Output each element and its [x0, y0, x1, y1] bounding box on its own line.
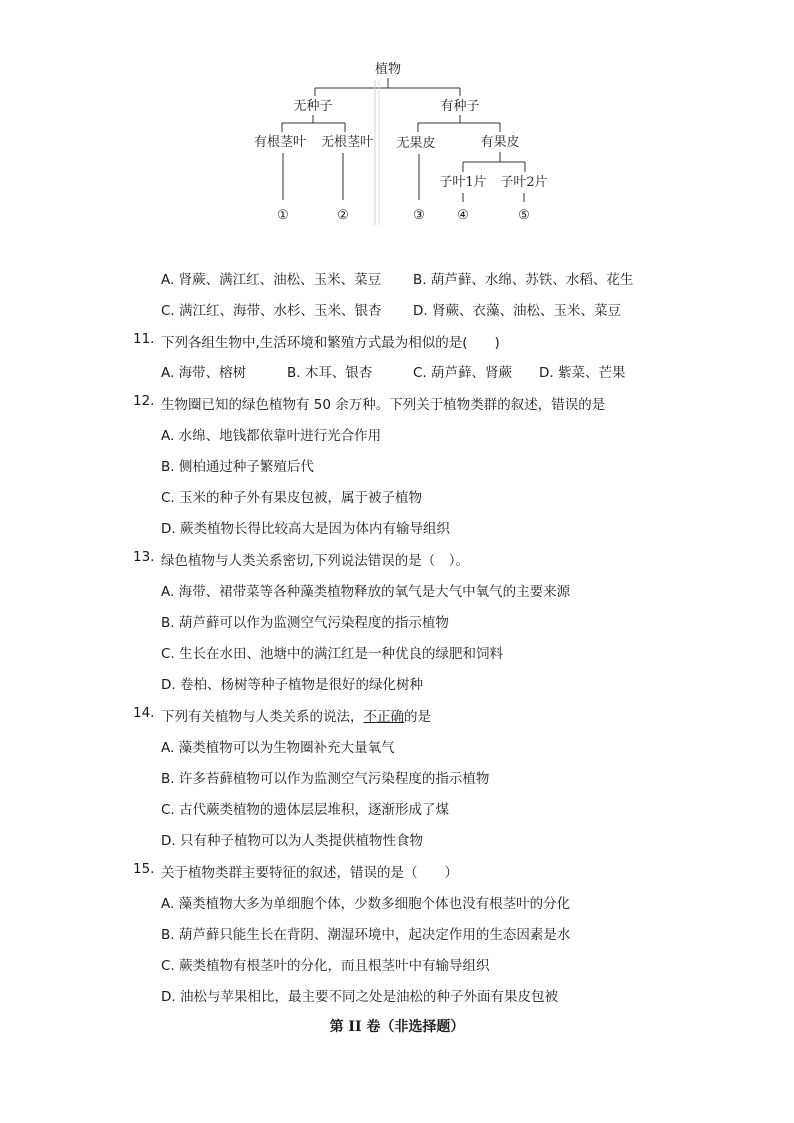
q14-option-a: A. 藻类植物可以为生物圈补充大量氧气	[161, 740, 395, 756]
q10-option-c: C. 满江红、海带、水杉、玉米、银杏	[161, 303, 382, 319]
q12-option-d: D. 蕨类植物长得比较高大是因为体内有输导组织	[161, 521, 450, 537]
q15-option-a: A. 藻类植物大多为单细胞个体，少数多细胞个体也没有根茎叶的分化	[161, 896, 571, 912]
q14-option-d: D. 只有种子植物可以为人类提供植物性食物	[161, 833, 423, 849]
q15-stem: 关于植物类群主要特征的叙述，错误的是（ ）	[161, 865, 458, 881]
leaf-5: ⑤	[518, 208, 530, 223]
leaf-3: ③	[413, 208, 425, 223]
q13-option-c: C. 生长在水田、池塘中的满江红是一种优良的绿肥和饲料	[161, 646, 504, 662]
q15-option-c: C. 蕨类植物有根茎叶的分化，而且根茎叶中有输导组织	[161, 958, 490, 974]
q15-option-d: D. 油松与苹果相比，最主要不同之处是油松的种子外面有果皮包被	[161, 989, 558, 1005]
q13-number: 13.	[133, 549, 155, 565]
q11-option-b: B. 木耳、银杏	[287, 365, 373, 381]
q14-stem	[161, 705, 431, 725]
node-one-cotyledon: 子叶1片	[439, 175, 487, 190]
leaf-4: ④	[457, 208, 469, 223]
q11-number: 11.	[133, 331, 155, 347]
leaf-2: ②	[337, 208, 349, 223]
q11-option-a: A. 海带、榕树	[161, 365, 247, 381]
q14-stem-underlined: 不正确	[363, 709, 404, 725]
q13-option-d: D. 卷柏、杨树等种子植物是很好的绿化树种	[161, 677, 423, 693]
q12-stem: 生物圈已知的绿色植物有 50 余万种。下列关于植物类群的叙述，错误的是	[161, 397, 606, 413]
q12-option-b: B. 侧柏通过种子繁殖后代	[161, 459, 314, 475]
q15-option-b: B. 葫芦藓只能生长在背阴、潮湿环境中，起决定作用的生态因素是水	[161, 927, 571, 943]
q14-number: 14.	[133, 705, 155, 721]
plant-classification-diagram	[0, 0, 794, 240]
q13-option-b: B. 葫芦藓可以作为监测空气污染程度的指示植物	[161, 615, 449, 631]
q11-stem: 下列各组生物中,生活环境和繁殖方式最为相似的是( )	[161, 335, 500, 351]
q14-option-b: B. 许多苔藓植物可以作为监测空气污染程度的指示植物	[161, 771, 490, 787]
q13-stem: 绿色植物与人类关系密切,下列说法错误的是（ ）。	[161, 553, 470, 569]
node-no-root-stem-leaf: 无根茎叶	[320, 135, 374, 150]
node-root-stem-leaf: 有根茎叶	[253, 135, 307, 150]
q10-option-a: A. 肾蕨、满江红、油松、玉米、菜豆	[161, 272, 382, 288]
q14-option-c: C. 古代蕨类植物的遗体层层堆积，逐渐形成了煤	[161, 802, 450, 818]
q11-option-c: C. 葫芦藓、肾蕨	[413, 365, 513, 381]
q14-stem-post: 的是	[404, 709, 431, 725]
node-two-cotyledon: 子叶2片	[500, 175, 548, 190]
q14-stem-pre: 下列有关植物与人类关系的说法，	[161, 709, 364, 725]
node-no-seed: 无种子	[293, 99, 333, 114]
node-no-pericarp: 无果皮	[396, 136, 436, 151]
q12-option-a: A. 水绵、地钱都依靠叶进行光合作用	[161, 428, 382, 444]
node-root: 植物	[374, 62, 402, 77]
q10-option-d: D. 肾蕨、衣藻、油松、玉米、菜豆	[413, 303, 621, 319]
q13-option-a: A. 海带、裙带菜等各种藻类植物释放的氧气是大气中氧气的主要来源	[161, 584, 571, 600]
section-title: 第 II 卷（非选择题）	[329, 1019, 465, 1035]
q11-option-d: D. 紫菜、芒果	[539, 365, 626, 381]
node-has-seed: 有种子	[440, 99, 480, 114]
q12-number: 12.	[133, 393, 155, 409]
node-has-pericarp: 有果皮	[480, 135, 520, 150]
q15-number: 15.	[133, 861, 155, 877]
q10-option-b: B. 葫芦藓、水绵、苏铁、水稻、花生	[413, 272, 634, 288]
leaf-1: ①	[277, 208, 289, 223]
q12-option-c: C. 玉米的种子外有果皮包被，属于被子植物	[161, 490, 423, 506]
